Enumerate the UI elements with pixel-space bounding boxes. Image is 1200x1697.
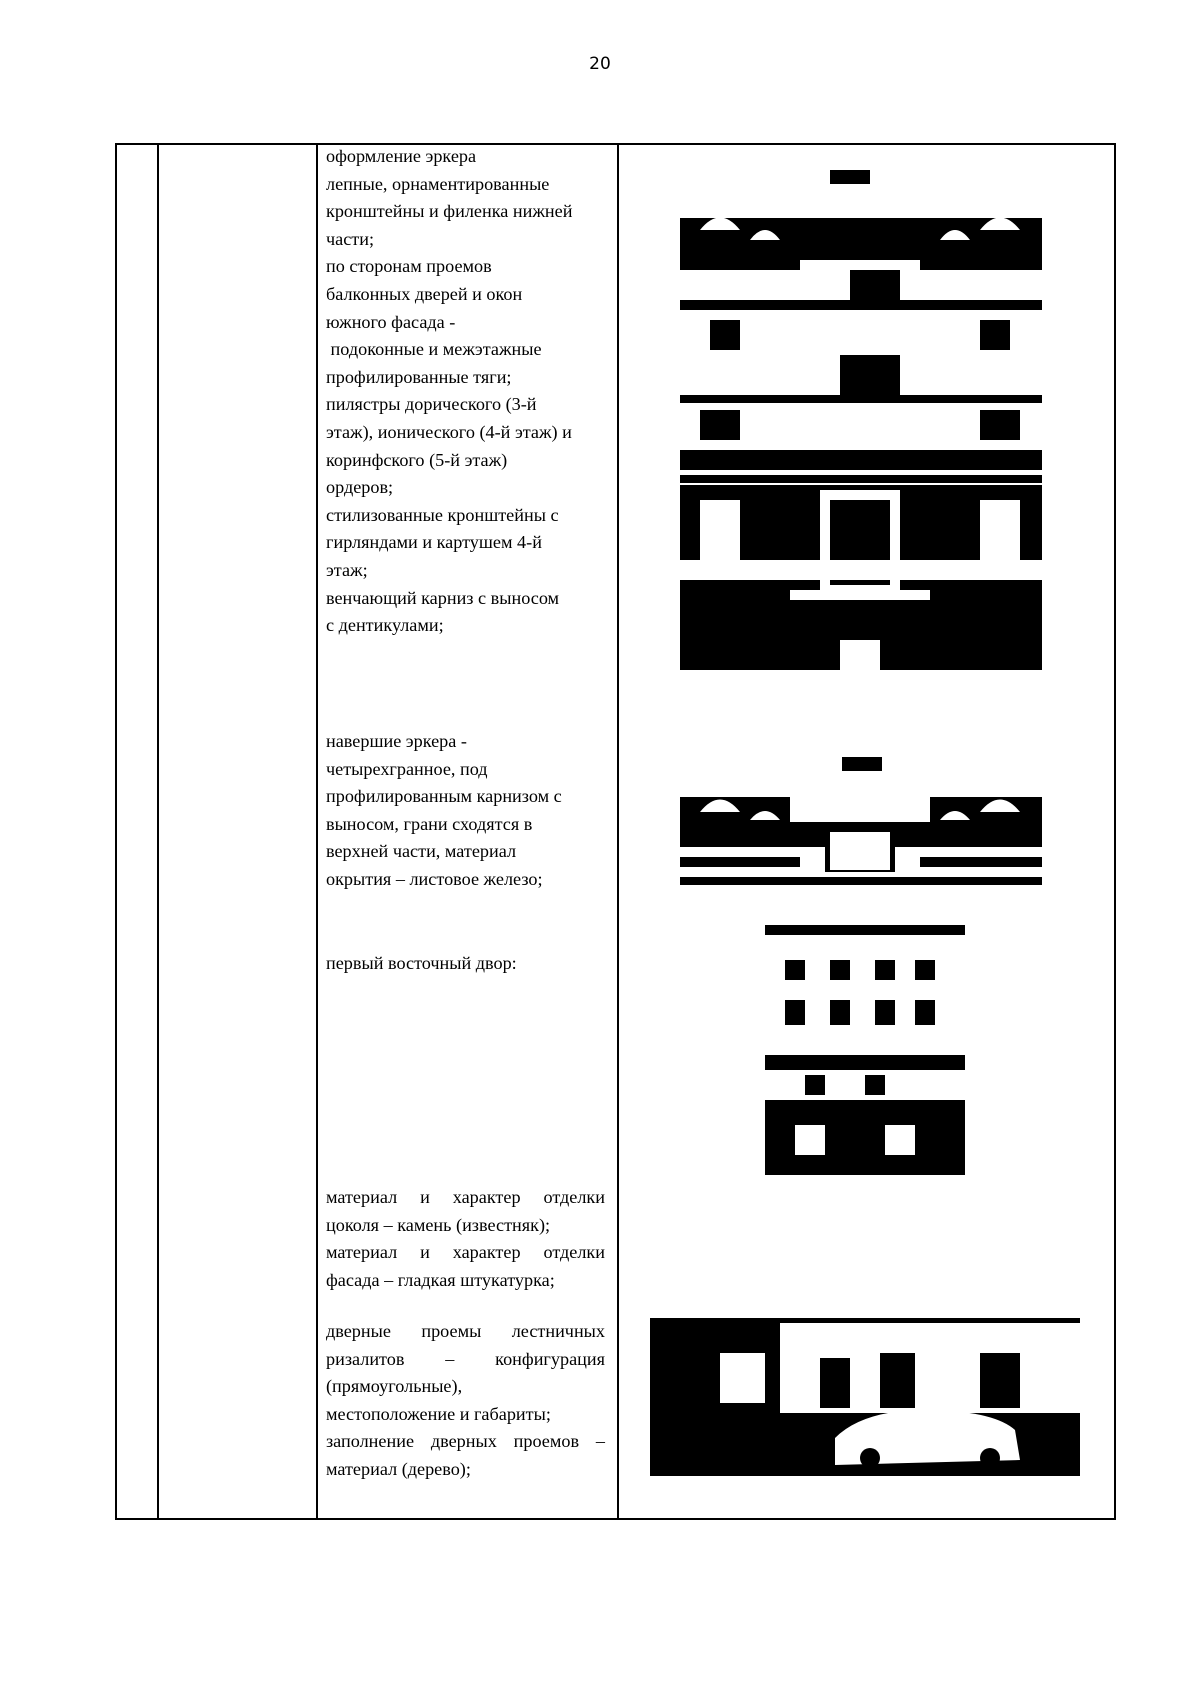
text-line: ордеров; [326, 477, 394, 498]
erker-facade-photo [680, 170, 1042, 670]
text-line: лепные, орнаментированные [326, 173, 550, 194]
text-line: этаж), ионического (4-й этаж) и [326, 421, 572, 442]
text-line: выносом, грани сходятся в [326, 813, 533, 834]
page-number: 20 [589, 54, 611, 74]
column-divider-1 [157, 145, 159, 1518]
text-line: материал и характер отделки [326, 1187, 605, 1207]
text-line: пилястры дорического (3-й [326, 394, 537, 415]
text-line: профилированные тяги; [326, 366, 512, 387]
text-line: материал (дерево); [326, 1458, 471, 1479]
text-line: первый восточный двор: [326, 953, 517, 973]
text-line: дверные проемы лестничных [326, 1321, 605, 1341]
text-line: венчающий карниз с выносом [326, 587, 560, 608]
text-line: местоположение и габариты; [326, 1403, 551, 1424]
text-line: заполнение дверных проемов – [326, 1431, 605, 1452]
text-line: четырехгранное, под [326, 758, 488, 779]
erker-top-text [326, 728, 605, 894]
column-divider-3 [617, 145, 619, 1518]
text-line: фасада – гладкая штукатурка; [326, 1269, 555, 1290]
text-line: гирляндами и картушем 4-й [326, 532, 542, 553]
text-line: окрытия – листовое железо; [326, 868, 543, 889]
text-line: коринфского (5-й этаж) [326, 449, 508, 470]
text-line: материал и характер отделки [326, 1242, 605, 1263]
doorway-photo [650, 1318, 1080, 1476]
text-line: цоколя – камень (известняк); [326, 1214, 551, 1235]
east-yard-photo [765, 925, 965, 1175]
text-line: с дентикулами; [326, 615, 444, 636]
erker-decor-text [326, 143, 605, 640]
plinth-material-text [326, 1184, 605, 1294]
doors-text [326, 1318, 605, 1484]
column-divider-2 [316, 145, 318, 1518]
erker-top-photo [680, 752, 1042, 898]
text-line: этаж; [326, 559, 368, 580]
text-line: южного фасада - [326, 311, 456, 332]
text-line: части; [326, 228, 375, 249]
text-line: профилированным карнизом с [326, 786, 562, 807]
text-line: верхней части, материал [326, 841, 517, 862]
east-yard-text [326, 950, 605, 978]
text-line: кронштейны и филенка нижней [326, 201, 573, 222]
text-line: по сторонам проемов [326, 256, 492, 277]
text-line: ризалитов – конфигурация [326, 1348, 605, 1369]
text-line: подоконные и межэтажные [326, 339, 542, 360]
text-line: навершие эркера - [326, 731, 467, 751]
text-line: стилизованные кронштейны с [326, 504, 559, 525]
text-line: балконных дверей и окон [326, 283, 523, 304]
text-line: (прямоугольные), [326, 1376, 463, 1397]
text-line: оформление эркера [326, 146, 477, 166]
